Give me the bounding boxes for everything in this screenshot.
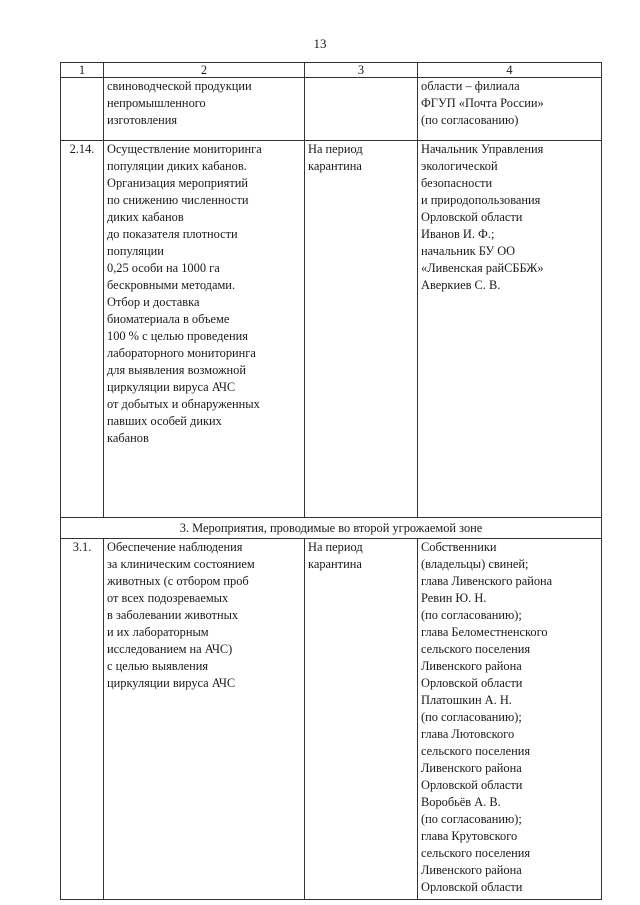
responsible-line: глава Беломестненского — [421, 625, 548, 639]
term-cell — [305, 78, 418, 141]
measure-line: биоматериала в объеме — [107, 312, 230, 326]
measure-line: бескровными методами. — [107, 278, 236, 292]
measure-line: за клиническим состоянием — [107, 557, 255, 571]
measure-line: Обеспечение наблюдения — [107, 540, 243, 554]
header-row — [61, 63, 602, 78]
table-body — [61, 78, 602, 900]
responsible-cell — [418, 78, 602, 141]
responsible-line: экологической — [421, 159, 498, 173]
measure-line: 100 % с целью проведения — [107, 329, 248, 343]
responsible-line: безопасности — [421, 176, 493, 190]
measure-line: циркуляции вируса АЧС — [107, 380, 236, 394]
measure-line: лабораторного мониторинга — [107, 346, 256, 360]
header-col-4: 4 — [418, 63, 602, 78]
responsible-line: Орловской области — [421, 778, 523, 792]
page-number: 13 — [313, 36, 327, 51]
term-line: карантина — [308, 159, 362, 173]
row-number-cell: 2.14. — [61, 141, 104, 518]
header-col-2: 2 — [104, 63, 305, 78]
section-row — [61, 518, 602, 539]
header-col-3: 3 — [305, 63, 418, 78]
responsible-line: сельского поселения — [421, 846, 531, 860]
measure-line: циркуляции вируса АЧС — [107, 676, 236, 690]
responsible-line: Платошкин А. Н. — [421, 693, 512, 707]
responsible-line: «Ливенская райСББЖ» — [421, 261, 544, 275]
responsible-cell — [418, 141, 602, 518]
table-row — [61, 539, 602, 900]
measure-line: Отбор и доставка — [107, 295, 200, 309]
measure-line: 0,25 особи на 1000 га — [107, 261, 220, 275]
measure-line: Организация мероприятий — [107, 176, 249, 190]
responsible-line: начальник БУ ОО — [421, 244, 516, 258]
responsible-line: (по согласованию) — [421, 113, 519, 127]
responsible-cell — [418, 539, 602, 900]
table-row — [61, 78, 602, 141]
term-cell — [305, 141, 418, 518]
measure-line: диких кабанов — [107, 210, 184, 224]
term-line: На период — [308, 142, 363, 156]
measure-line: от добытых и обнаруженных — [107, 397, 260, 411]
responsible-line: Ливенского района — [421, 863, 522, 877]
measure-line: с целью выявления — [107, 659, 209, 673]
measures-table — [60, 62, 602, 900]
term-cell — [305, 539, 418, 900]
measure-line: павших особей диких — [107, 414, 222, 428]
responsible-line: ФГУП «Почта России» — [421, 96, 544, 110]
responsible-line: глава Крутовского — [421, 829, 518, 843]
measure-line: от всех подозреваемых — [107, 591, 229, 605]
responsible-line: Аверкиев С. В. — [421, 278, 501, 292]
responsible-line: Ливенского района — [421, 761, 522, 775]
measure-cell — [104, 539, 305, 900]
responsible-line: Орловской области — [421, 676, 523, 690]
measure-line: популяции диких кабанов. — [107, 159, 247, 173]
measure-line: свиноводческой продукции — [107, 79, 252, 93]
responsible-line: Орловской области — [421, 210, 523, 224]
responsible-line: Ливенского района — [421, 659, 522, 673]
responsible-line: Ревин Ю. Н. — [421, 591, 487, 605]
responsible-line: Собственники — [421, 540, 497, 554]
responsible-line: Орловской области — [421, 880, 523, 894]
measure-cell — [104, 78, 305, 141]
measure-cell — [104, 141, 305, 518]
row-number-cell: 3.1. — [61, 539, 104, 900]
table-row — [61, 141, 602, 518]
responsible-line: сельского поселения — [421, 744, 531, 758]
responsible-line: (по согласованию); — [421, 812, 522, 826]
responsible-line: глава Ливенского района — [421, 574, 553, 588]
measure-line: до показателя плотности — [107, 227, 238, 241]
term-line: На период — [308, 540, 363, 554]
measure-line: в заболевании животных — [107, 608, 239, 622]
term-line: карантина — [308, 557, 362, 571]
measure-line: по снижению численности — [107, 193, 249, 207]
measure-line: кабанов — [107, 431, 149, 445]
responsible-line: (по согласованию); — [421, 608, 522, 622]
row-number-cell — [61, 78, 104, 141]
responsible-line: сельского поселения — [421, 642, 531, 656]
responsible-line: области – филиала — [421, 79, 520, 93]
measure-line: для выявления возможной — [107, 363, 247, 377]
measure-line: Осуществление мониторинга — [107, 142, 262, 156]
section-title: 3. Мероприятия, проводимые во второй угрожаемой зоне — [61, 518, 602, 539]
responsible-line: (владельцы) свиней; — [421, 557, 529, 571]
measure-line: и их лабораторным — [107, 625, 209, 639]
responsible-line: Иванов И. Ф.; — [421, 227, 495, 241]
measure-line: животных (с отбором проб — [107, 574, 249, 588]
responsible-line: Воробьёв А. В. — [421, 795, 501, 809]
measure-line: популяции — [107, 244, 164, 258]
measure-line: изготовления — [107, 113, 178, 127]
header-col-1: 1 — [61, 63, 104, 78]
responsible-line: (по согласованию); — [421, 710, 522, 724]
responsible-line: глава Лютовского — [421, 727, 515, 741]
measure-line: исследованием на АЧС) — [107, 642, 233, 656]
responsible-line: и природопользования — [421, 193, 541, 207]
responsible-line: Начальник Управления — [421, 142, 544, 156]
measure-line: непромышленного — [107, 96, 206, 110]
